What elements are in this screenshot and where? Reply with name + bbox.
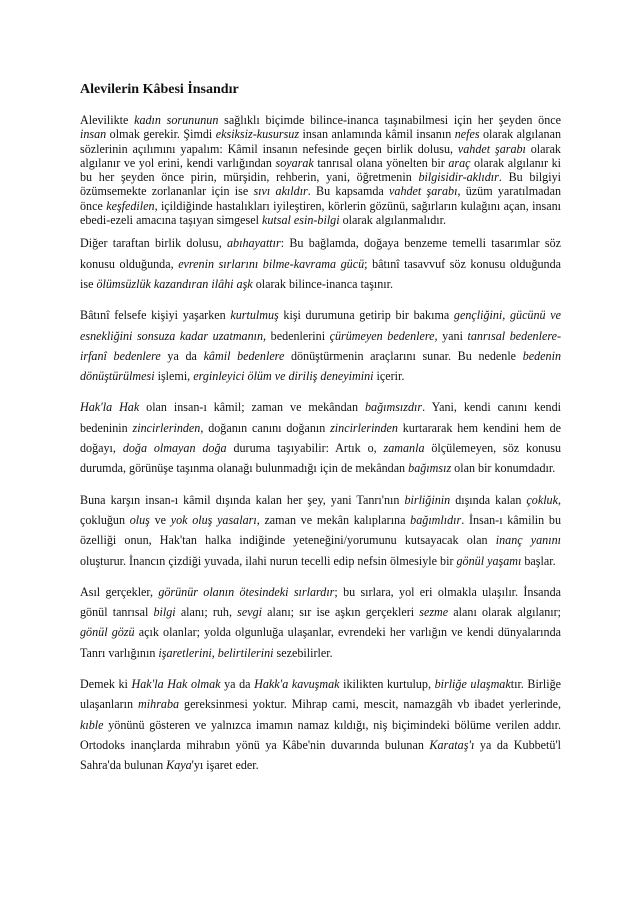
- text-run: Alevilikte: [80, 113, 135, 127]
- text-run: insan anlamında kâmil insanın: [299, 127, 455, 142]
- text-run: alanı; ruh,: [175, 605, 238, 620]
- emphasized-text: işaretlerini, belirtilerini: [158, 645, 274, 660]
- emphasized-text: oluş: [129, 512, 150, 527]
- text-run: olan insan-ı kâmil; zaman ve mekândan: [139, 400, 365, 415]
- text-run: kurtararak hem kendini hem de doğayı,: [80, 420, 562, 456]
- text-run: sağlıklı biçimde bilince-inanca taşınabilmesi için her şeyden önce: [218, 113, 561, 127]
- text-run: 'yı işaret eder.: [191, 758, 259, 773]
- emphasized-text: Hakk'a kavuşmak: [254, 677, 340, 692]
- emphasized-text: çokluk: [526, 492, 558, 507]
- paragraph: [80, 397, 561, 478]
- text-run: bedenlerini: [266, 328, 330, 343]
- text-run: , çokluğun: [80, 492, 561, 527]
- document-body: [80, 113, 561, 787]
- emphasized-text: sevgi: [237, 605, 263, 620]
- text-run: dönüştürmenin araçlarını sunar. Bu nedenle: [284, 348, 523, 363]
- text-run: duruma taşıyabilir: Artık o,: [226, 441, 384, 456]
- document-title: Alevilerin Kâbesi İnsandır: [80, 82, 239, 97]
- text-run: , doğanın canını doğanın: [200, 420, 331, 435]
- paragraph: [80, 674, 561, 775]
- emphasized-text: mihraba: [138, 697, 180, 712]
- text-run: oluşturur. İnancın çizdiği yuvada, ilahi nurun tecelli edip nefsin ölmesiyle bir: [80, 553, 457, 568]
- text-run: ya da: [220, 677, 255, 692]
- text-run: ikilikten kurtulup,: [339, 677, 435, 692]
- emphasized-text: Hak'la Hak: [80, 400, 140, 415]
- emphasized-text: yok oluş yasaları: [170, 512, 257, 527]
- emphasized-text: Karataş'ı: [429, 737, 475, 752]
- emphasized-text: abıhayattır: [226, 236, 281, 251]
- emphasized-text: araç: [448, 155, 471, 170]
- emphasized-text: birliğe ulaşmak: [434, 677, 511, 692]
- emphasized-text: sezme: [419, 605, 449, 620]
- text-run: alanı olarak algılanır;: [448, 605, 561, 620]
- text-run: ve: [149, 512, 171, 527]
- emphasized-text: nefes: [454, 127, 480, 142]
- text-run: . Bu kapsamda: [307, 184, 390, 199]
- text-run: Diğer taraftan birlik dolusu,: [80, 236, 227, 251]
- text-run: Demek ki: [80, 677, 132, 692]
- emphasized-text: gönül yaşamı: [456, 553, 522, 568]
- text-run: . Bu bilgiyi özümsemekte zorlananlar için ise: [80, 170, 561, 199]
- emphasized-text: kâmil bedenlere: [203, 348, 285, 363]
- emphasized-text: zamanla: [383, 441, 425, 456]
- text-run: ; bâtınî tasavvuf söz konusu olduğunda ise: [80, 256, 562, 291]
- text-run: üzüm yaratılmadan önce: [80, 184, 561, 213]
- emphasized-text: doğa olmayan doğa: [122, 441, 227, 456]
- emphasized-text: eksiksiz-kusursuz: [215, 127, 300, 142]
- text-run: . Yani, kendi canını kendi bedeninin: [80, 400, 561, 435]
- paragraph: [80, 490, 561, 571]
- emphasized-text: soyarak: [275, 155, 314, 170]
- text-run: Asıl gerçekler,: [80, 584, 159, 599]
- emphasized-text: inanç yanını: [495, 533, 561, 548]
- emphasized-text: gönül gözü: [80, 625, 135, 640]
- emphasized-text: keşfedilen: [106, 198, 155, 213]
- text-run: tanrısal olana yönelten bir: [313, 155, 449, 170]
- text-run: : Bu bağlamda, doğaya benzeme temelli tasarımlar söz konusu olduğunda,: [80, 236, 561, 271]
- emphasized-text: görünür olanın ötesindeki sırlardır: [158, 584, 335, 599]
- text-run: Bâtınî felsefe kişiyi yaşarken: [80, 308, 231, 323]
- emphasized-text: kutsal esin-bilgi: [262, 213, 340, 228]
- emphasized-text: Hak'la Hak olmak: [131, 677, 221, 692]
- emphasized-text: bilgisidir-aklıdır: [418, 170, 499, 185]
- text-run: yönünü gösteren ve yalnızca imamın namaz kıldığı, niş biçimindeki bölüme verilen addır. Ortodoks inançlarda mihrabın yönü ya Kâbe'nin duvarında bulunan: [80, 717, 561, 752]
- text-run: ya da: [160, 348, 204, 363]
- emphasized-text: bağımsızdır: [364, 400, 423, 415]
- emphasized-text: zincirlerinden: [132, 420, 201, 435]
- emphasized-text: vahdet şarabı,: [389, 184, 461, 199]
- paragraph: [80, 113, 561, 227]
- text-run: dışında kalan: [450, 492, 527, 507]
- text-run: ölçülemeyen, söz konusu durumda, görünüşe taşınma olanağı bulunmadığı için de mekândan: [80, 441, 561, 476]
- emphasized-text: bedenin dönüştürülmesi: [80, 348, 561, 384]
- emphasized-text: kıble: [80, 717, 104, 732]
- text-run: . İnsan-ı kâmilin bu özelliği onun, Hak'tan halka indiğinde yeteneğini/yorumunu kutsayacak olan: [80, 512, 562, 548]
- text-run: ; bu sırlara, yol eri olmakla ulaşılır. İnsanda gönül tanrısal: [80, 584, 561, 620]
- text-run: , zaman ve mekân kalıplarına: [256, 512, 411, 527]
- text-run: olan bir konumdadır.: [451, 461, 556, 476]
- paragraph: [80, 305, 561, 386]
- paragraph: [80, 233, 561, 294]
- emphasized-text: birliğinin: [404, 492, 451, 507]
- text-run: açık olanlar; yolda olgunluğa ulaşanlar, evrendeki her varlığın ve kendi dünyalarında Tanrı varlığının: [80, 625, 561, 660]
- emphasized-text: kurtulmuş: [230, 308, 279, 323]
- emphasized-text: insan: [80, 127, 107, 142]
- emphasized-text: ölümsüzlük kazandıran ilâhi aşk: [96, 276, 253, 291]
- text-run: alanı; sır ise aşkın gerçekleri: [262, 605, 420, 620]
- text-run: ya da Kubbetü'l Sahra'da bulunan: [80, 737, 561, 773]
- text-run: olarak bilince-inanca taşınır.: [252, 276, 394, 291]
- text-run: sezebilirler.: [273, 645, 333, 660]
- text-run: Buna karşın insan-ı kâmil dışında kalan her şey, yani Tanrı'nın: [80, 492, 405, 507]
- paragraph: [80, 582, 561, 663]
- text-run: kişi durumuna getirip bir bakıma: [278, 308, 454, 323]
- text-run: olarak algılanır ki bu her şeyden önce pirin, mürşidin, rehberin, yani, öğretmenin: [80, 155, 561, 185]
- emphasized-text: kadın sorununun: [134, 113, 219, 127]
- emphasized-text: sıvı akıldır: [253, 184, 308, 199]
- emphasized-text: Kaya: [166, 758, 192, 773]
- text-run: başlar.: [521, 553, 556, 568]
- emphasized-text: zincirlerinden: [330, 420, 398, 435]
- emphasized-text: bağımlıdır: [410, 512, 462, 527]
- emphasized-text: bağımsız: [408, 461, 452, 476]
- emphasized-text: tanrısal bedenlere-irfanî bedenlere: [80, 328, 561, 363]
- text-run: gereksinmesi yoktur. Mihrap cami, mescit, namazgâh vb ibadet yerlerinde,: [179, 697, 561, 712]
- emphasized-text: evrenin sırlarını bilme-kavrama gücü: [178, 256, 365, 271]
- text-run: olmak gerekir. Şimdi: [106, 127, 216, 142]
- emphasized-text: çürümeyen bedenlere,: [329, 328, 438, 343]
- text-run: olarak algılanan sözlerinin açılımını yapalım: Kâmil insanın nefesinde geçen birlik dolusu,: [80, 127, 561, 156]
- emphasized-text: gençliğini, gücünü ve esnekliğini sonsuza kadar uzatmanın,: [80, 308, 561, 343]
- emphasized-text: vahdet şarabı: [457, 141, 526, 156]
- text-run: yani: [437, 328, 468, 343]
- emphasized-text: erginleyici ölüm ve diriliş deneyimini: [193, 369, 374, 384]
- text-run: içerir.: [373, 369, 405, 384]
- text-run: olarak algılanır ve yol erini, kendi varlığından: [80, 141, 561, 170]
- text-run: tır. Birliğe ulaşanların: [80, 677, 561, 712]
- text-run: işlemi,: [154, 369, 194, 384]
- emphasized-text: bilgi: [153, 605, 176, 620]
- text-run: , içildiğinde hastalıkları iyileştiren, körlerin gözünü, sağırların kulağını açan, insanı ebedi-ezeli amacına taşıyan simgesel: [80, 198, 561, 228]
- text-run: olarak algılanmalıdır.: [339, 213, 447, 228]
